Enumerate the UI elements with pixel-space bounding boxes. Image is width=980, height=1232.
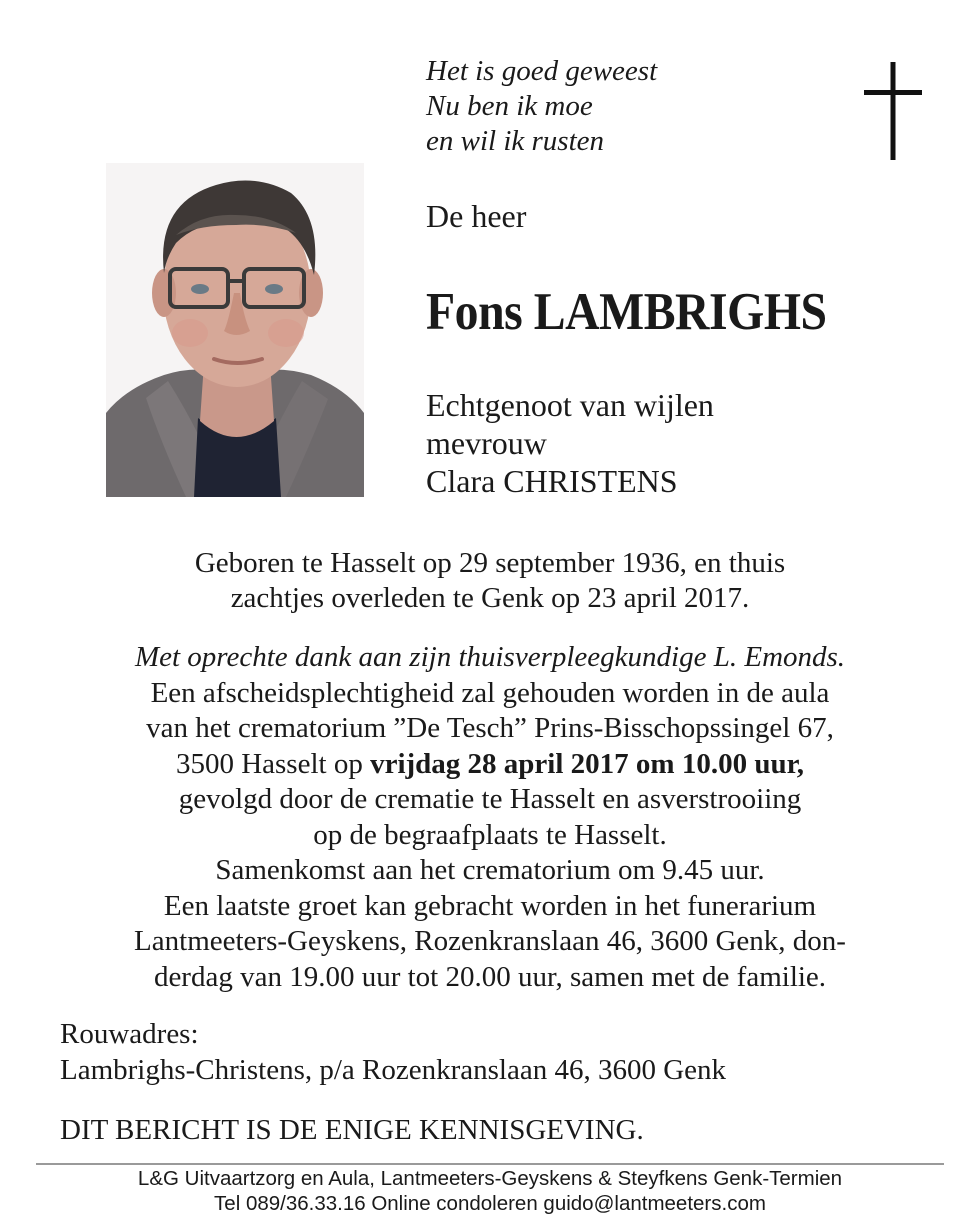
- details-line: derdag van 19.00 uur tot 20.00 uur, samen met de familie.: [153, 960, 827, 993]
- spouse-line: mevrouw: [426, 425, 547, 461]
- address-label: Rouwadres:: [60, 1018, 199, 1050]
- sole-notice: DIT BERICHT IS DE ENIGE KENNISGEVING.: [60, 1114, 644, 1146]
- details-line-prefix: 3500 Hasselt op: [175, 747, 371, 780]
- person-title: De heer: [426, 198, 527, 234]
- thanks-line: Met oprechte dank aan zijn thuisverpleegkundige L. Emonds.: [134, 641, 846, 673]
- birth-death-block: [0, 546, 980, 616]
- footer-line: L&G Uitvaartzorg en Aula, Lantmeeters-Geyskens & Steyfkens Genk-Termien: [137, 1167, 843, 1190]
- details-line: gevolgd door de crematie te Hasselt en asverstrooiing: [178, 783, 802, 815]
- footer-divider: [36, 1163, 944, 1165]
- poem-line: Het is goed geweest: [426, 55, 658, 87]
- footer: [0, 1166, 980, 1216]
- birth-line: Geboren te Hasselt op 29 september 1936, en thuis: [194, 547, 786, 579]
- cross-icon: [864, 62, 922, 160]
- details-line: Lantmeeters-Geyskens, Rozenkranslaan 46, 3600 Genk, don-: [134, 925, 846, 957]
- footer-contact: Tel 089/36.33.16 Online condoleren guido@lantmeeters.com: [214, 1192, 766, 1215]
- ceremony-details: [0, 640, 980, 995]
- death-line: zachtjes overleden te Genk op 23 april 2017.: [230, 582, 750, 614]
- details-line: Een afscheidsplechtigheid zal gehouden worden in de aula: [150, 676, 830, 709]
- details-line: Samenkomst aan het crematorium om 9.45 uur.: [215, 854, 765, 886]
- poem: [426, 54, 657, 159]
- poem-line: en wil ik rusten: [426, 125, 605, 157]
- spouse-block: [426, 386, 714, 500]
- details-line: op de begraafplaats te Hasselt.: [313, 818, 667, 851]
- spouse-name: Clara CHRISTENS: [426, 463, 678, 499]
- poem-line: Nu ben ik moe: [426, 90, 593, 122]
- details-line: van het crematorium ”De Tesch” Prins-Bisschopssingel 67,: [146, 712, 834, 744]
- ceremony-date: vrijdag 28 april 2017 om 10.00 uur,: [370, 747, 805, 780]
- portrait-photo: [106, 163, 364, 497]
- details-line: [0, 747, 980, 783]
- address-value: Lambrighs-Christens, p/a Rozenkranslaan 46, 3600 Genk: [60, 1054, 727, 1086]
- spouse-line: Echtgenoot van wijlen: [426, 387, 714, 423]
- mourning-address: [60, 1016, 726, 1088]
- person-name: Fons LAMBRIGHS: [426, 283, 827, 341]
- details-line: Een laatste groet kan gebracht worden in het funerarium: [163, 889, 817, 922]
